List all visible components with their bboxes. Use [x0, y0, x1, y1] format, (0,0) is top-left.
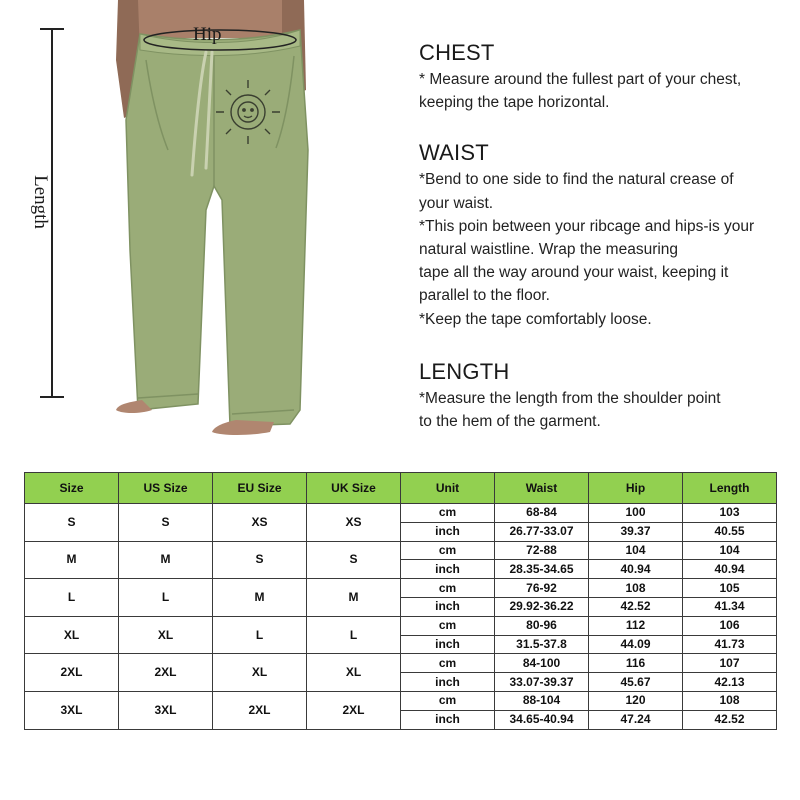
chest-section	[419, 38, 794, 114]
cell-size: S	[25, 504, 119, 542]
cell-waist: 29.92-36.22	[495, 597, 589, 616]
pants-drawing	[0, 0, 400, 445]
cell-size: XL	[25, 616, 119, 654]
cell-waist: 28.35-34.65	[495, 560, 589, 579]
cell-waist: 84-100	[495, 654, 589, 673]
cell-waist: 33.07-39.37	[495, 673, 589, 692]
column-header-unit: Unit	[401, 473, 495, 504]
cell-hip: 47.24	[589, 710, 683, 729]
cell-hip: 100	[589, 504, 683, 523]
length-title: LENGTH	[419, 358, 510, 384]
cell-waist: 72-88	[495, 541, 589, 560]
length-line: to the hem of the garment.	[419, 413, 601, 431]
hip-label: Hip	[193, 24, 222, 45]
cell-us-size: L	[119, 579, 213, 617]
cell-unit: cm	[401, 504, 495, 523]
waist-line: parallel to the floor.	[419, 287, 550, 305]
cell-length: 41.73	[683, 635, 777, 654]
column-header-size: Size	[25, 473, 119, 504]
cell-length: 42.52	[683, 710, 777, 729]
product-illustration	[0, 0, 400, 445]
pants-body	[126, 30, 308, 426]
length-line: *Measure the length from the shoulder point	[419, 389, 721, 407]
cell-us-size: XL	[119, 616, 213, 654]
cell-length: 103	[683, 504, 777, 523]
cell-hip: 45.67	[589, 673, 683, 692]
cell-length: 106	[683, 616, 777, 635]
column-header-waist: Waist	[495, 473, 589, 504]
cell-eu-size: XS	[213, 504, 307, 542]
cell-waist: 88-104	[495, 691, 589, 710]
cell-uk-size: XS	[307, 504, 401, 542]
cell-length: 107	[683, 654, 777, 673]
cell-us-size: M	[119, 541, 213, 579]
cell-unit: inch	[401, 710, 495, 729]
right-foot	[212, 420, 274, 435]
cell-hip: 120	[589, 691, 683, 710]
cell-length: 41.34	[683, 597, 777, 616]
column-header-us-size: US Size	[119, 473, 213, 504]
cell-hip: 108	[589, 579, 683, 598]
cell-unit: cm	[401, 654, 495, 673]
cell-unit: cm	[401, 616, 495, 635]
column-header-uk-size: UK Size	[307, 473, 401, 504]
cell-eu-size: 2XL	[213, 691, 307, 729]
cell-unit: cm	[401, 579, 495, 598]
waist-line: your waist.	[419, 194, 494, 212]
cell-size: 2XL	[25, 654, 119, 692]
cell-size: M	[25, 541, 119, 579]
cell-eu-size: S	[213, 541, 307, 579]
column-header-eu-size: EU Size	[213, 473, 307, 504]
cell-eu-size: L	[213, 616, 307, 654]
cell-us-size: 3XL	[119, 691, 213, 729]
waist-line: *Keep the tape comfortably loose.	[419, 310, 652, 328]
table-row	[25, 579, 777, 598]
cell-unit: inch	[401, 673, 495, 692]
cell-eu-size: M	[213, 579, 307, 617]
chest-line: keeping the tape horizontal.	[419, 94, 610, 112]
cell-uk-size: S	[307, 541, 401, 579]
cell-hip: 112	[589, 616, 683, 635]
table-row	[25, 654, 777, 673]
waist-line: tape all the way around your waist, keeping it	[419, 264, 729, 282]
table-header-row	[25, 473, 777, 504]
waist-line: *This poin between your ribcage and hips-is your	[419, 217, 755, 235]
waist-line: *Bend to one side to find the natural crease of	[419, 171, 734, 189]
table-row	[25, 616, 777, 635]
table-row	[25, 691, 777, 710]
waist-line: natural waistline. Wrap the measuring	[419, 241, 679, 259]
table-row	[25, 504, 777, 523]
cell-unit: cm	[401, 691, 495, 710]
column-header-length: Length	[683, 473, 777, 504]
cell-hip: 104	[589, 541, 683, 560]
cell-waist: 80-96	[495, 616, 589, 635]
cell-length: 108	[683, 691, 777, 710]
chest-line: * Measure around the fullest part of your chest,	[419, 71, 742, 88]
cell-unit: cm	[401, 541, 495, 560]
cell-hip: 39.37	[589, 522, 683, 541]
cell-unit: inch	[401, 635, 495, 654]
waist-title: WAIST	[419, 140, 489, 166]
length-label: Length	[30, 175, 51, 229]
cell-hip: 44.09	[589, 635, 683, 654]
cell-hip: 40.94	[589, 560, 683, 579]
cell-us-size: S	[119, 504, 213, 542]
cell-unit: inch	[401, 560, 495, 579]
cell-waist: 76-92	[495, 579, 589, 598]
cell-unit: inch	[401, 522, 495, 541]
table-row	[25, 541, 777, 560]
size-chart-table	[24, 472, 777, 730]
cell-uk-size: 2XL	[307, 691, 401, 729]
cell-uk-size: M	[307, 579, 401, 617]
measuring-guide	[419, 38, 794, 433]
cell-waist: 34.65-40.94	[495, 710, 589, 729]
length-section	[419, 357, 794, 433]
cell-length: 104	[683, 541, 777, 560]
cell-length: 42.13	[683, 673, 777, 692]
cell-waist: 26.77-33.07	[495, 522, 589, 541]
cell-length: 40.94	[683, 560, 777, 579]
cell-waist: 68-84	[495, 504, 589, 523]
cell-hip: 116	[589, 654, 683, 673]
waist-section	[419, 138, 794, 330]
cell-length: 105	[683, 579, 777, 598]
cell-hip: 42.52	[589, 597, 683, 616]
cell-uk-size: XL	[307, 654, 401, 692]
cell-uk-size: L	[307, 616, 401, 654]
cell-us-size: 2XL	[119, 654, 213, 692]
chest-title: CHEST	[419, 40, 495, 65]
cell-eu-size: XL	[213, 654, 307, 692]
column-header-hip: Hip	[589, 473, 683, 504]
cell-length: 40.55	[683, 522, 777, 541]
cell-size: L	[25, 579, 119, 617]
cell-unit: inch	[401, 597, 495, 616]
cell-size: 3XL	[25, 691, 119, 729]
cell-waist: 31.5-37.8	[495, 635, 589, 654]
